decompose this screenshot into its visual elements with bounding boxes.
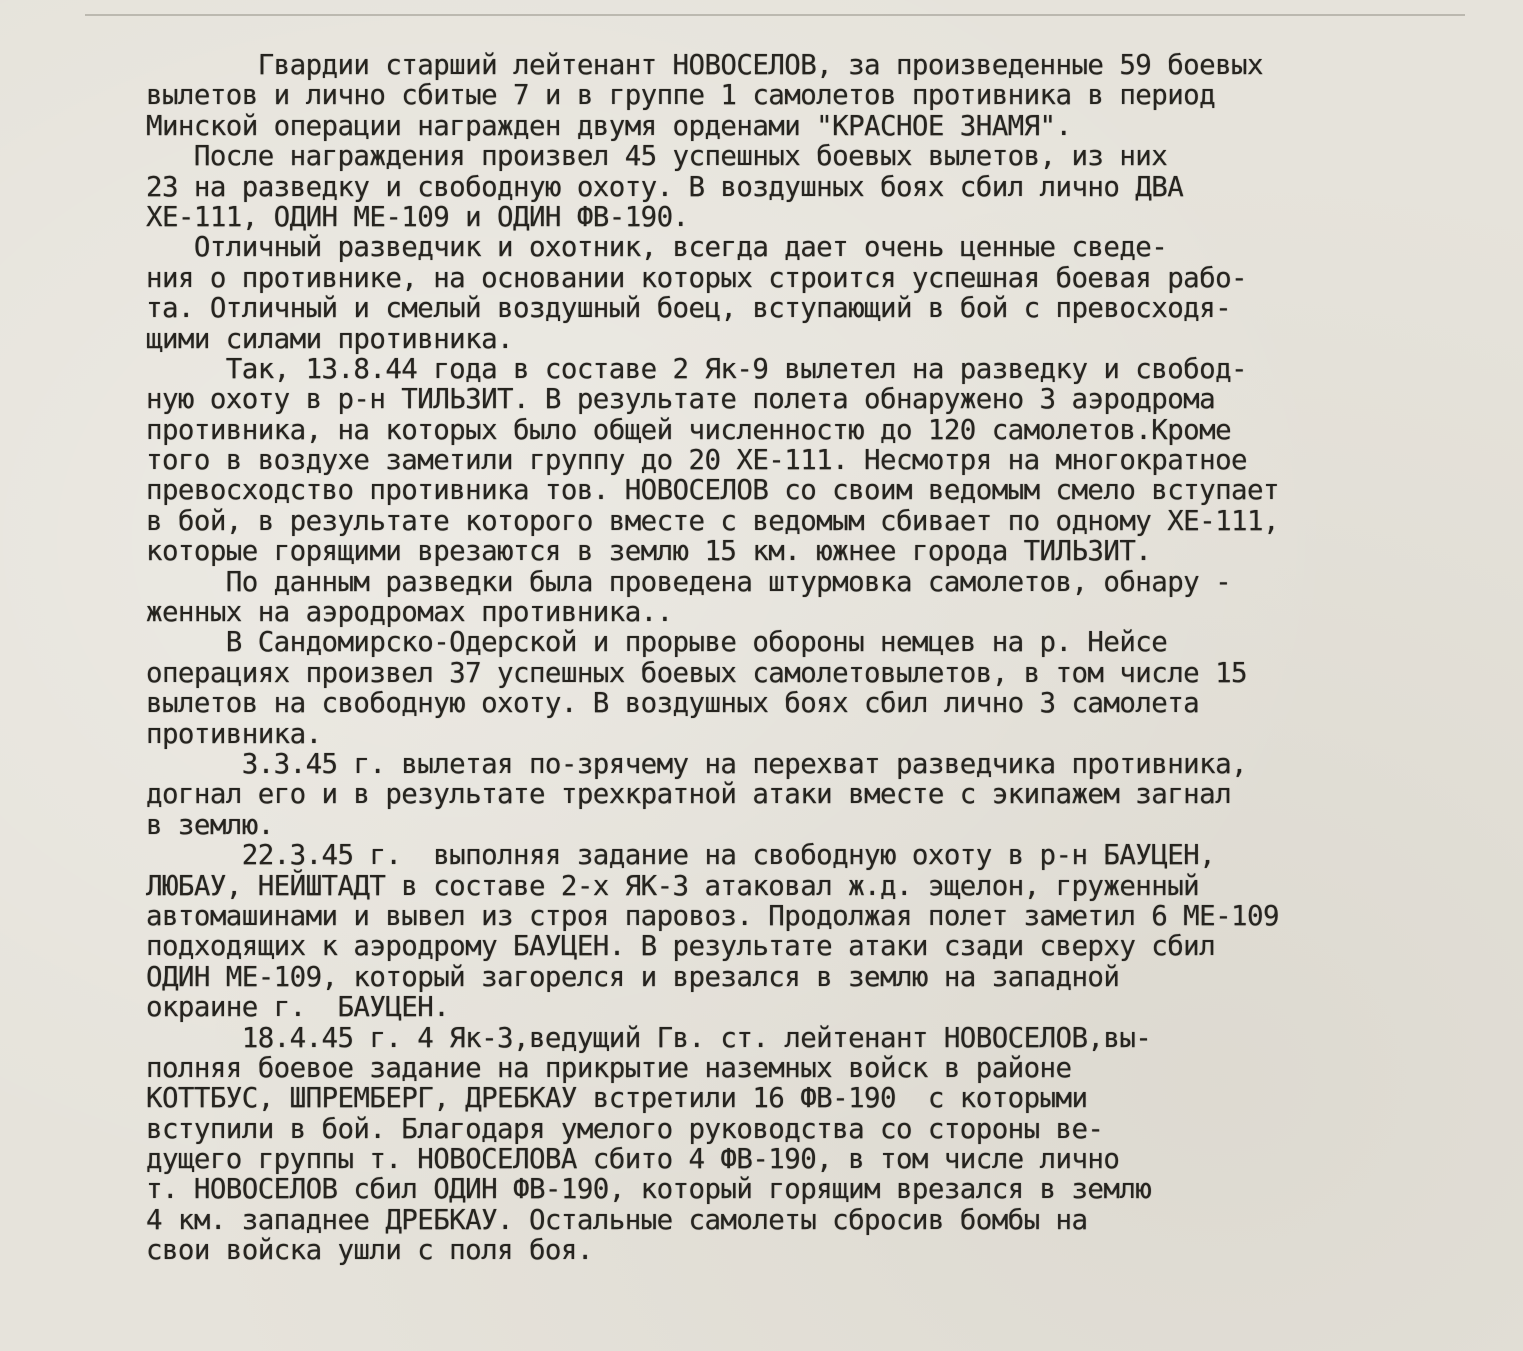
text-line: 4 км. западнее ДРЕБКАУ. Остальные самолеты сбросив бомбы на [146, 1203, 1088, 1236]
page-top-rule [85, 14, 1465, 16]
text-line: 3.3.45 г. вылетая по-зрячему на перехват разведчика противника, [146, 747, 1247, 780]
text-line: т. НОВОСЕЛОВ сбил ОДИН ФВ-190, который горящим врезался в землю [146, 1173, 1152, 1206]
text-line: операциях произвел 37 успешных боевых самолетовылетов, в том числе 15 [146, 656, 1247, 689]
text-line: дущего группы т. НОВОСЕЛОВА сбито 4 ФВ-190, в том числе лично [146, 1143, 1120, 1176]
text-line: полняя боевое задание на прикрытие наземных войск в районе [146, 1051, 1072, 1084]
text-line: противника, на которых было общей численностю до 120 самолетов.Кроме [146, 413, 1232, 446]
text-line: 23 на разведку и свободную охоту. В воздушных боях сбил лично ДВА [146, 170, 1184, 203]
text-line: щими силами противника. [146, 322, 513, 355]
text-line: свои войска ушли с поля боя. [146, 1234, 593, 1267]
text-line: ЛЮБАУ, НЕЙШТАДТ в составе 2-х ЯК-3 атаковал ж.д. эщелон, груженный [146, 869, 1200, 902]
text-line: противника. [146, 717, 322, 750]
text-line: ния о противнике, на основании которых строится успешная боевая рабо- [146, 261, 1247, 294]
text-line: ХЕ-111, ОДИН МЕ-109 и ОДИН ФВ-190. [146, 200, 689, 233]
text-line: После награждения произвел 45 успешных боевых вылетов, из них [146, 140, 1168, 173]
text-line: та. Отличный и смелый воздушный боец, вступающий в бой с превосходя- [146, 292, 1232, 325]
text-line: вылетов и лично сбитые 7 и в группе 1 самолетов противника в период [146, 79, 1216, 112]
text-line: окраине г. БАУЦЕН. [146, 991, 450, 1024]
text-line: вступили в бой. Благодаря умелого руководства со стороны ве- [146, 1112, 1104, 1145]
text-line: того в воздухе заметили группу до 20 ХЕ-111. Несмотря на многократное [146, 444, 1247, 477]
text-line: ную охоту в р-н ТИЛЬЗИТ. В результате полета обнаружено 3 аэродрома [146, 383, 1216, 416]
text-line: которые горящими врезаются в землю 15 км. южнее города ТИЛЬЗИТ. [146, 535, 1152, 568]
text-line: вылетов на свободную охоту. В воздушных боях сбил лично 3 самолета [146, 687, 1200, 720]
text-line: в бой, в результате которого вместе с ведомым сбивает по одному ХЕ-111, [146, 504, 1279, 537]
text-line: По данным разведки была проведена штурмовка самолетов, обнару - [146, 565, 1232, 598]
text-line: догнал его и в результате трехкратной атаки вместе с экипажем загнал [146, 778, 1232, 811]
text-line: в землю. [146, 808, 274, 841]
text-line: 22.3.45 г. выполняя задание на свободную охоту в р-н БАУЦЕН, [146, 839, 1216, 872]
text-line: КОТТБУС, ШПРЕМБЕРГ, ДРЕБКАУ встретили 16 ФВ-190 с которыми [146, 1082, 1088, 1115]
text-line: Минской операции награжден двумя орденами "КРАСНОЕ ЗНАМЯ". [146, 109, 1072, 142]
text-line: Так, 13.8.44 года в составе 2 Як-9 вылетел на разведку и свобод- [146, 352, 1247, 385]
text-line: превосходство противника тов. НОВОСЕЛОВ со своим ведомым смело вступает [146, 474, 1279, 507]
text-line: женных на аэродромах противника.. [146, 596, 673, 629]
text-line: ОДИН МЕ-109, который загорелся и врезался в землю на западной [146, 960, 1120, 993]
typed-text-block [146, 50, 1506, 1266]
text-line: подходящих к аэродрому БАУЦЕН. В результате атаки сзади сверху сбил [146, 930, 1216, 963]
text-line: Гвардии старший лейтенант НОВОСЕЛОВ, за произведенные 59 боевых [146, 49, 1263, 81]
text-line: Отличный разведчик и охотник, всегда дает очень ценные сведе- [146, 231, 1168, 264]
text-line: автомашинами и вывел из строя паровоз. Продолжая полет заметил 6 МЕ-109 [146, 899, 1279, 932]
text-line: В Сандомирско-Одерской и прорыве обороны немцев на р. Нейсе [146, 626, 1168, 659]
text-line: 18.4.45 г. 4 Як-3,ведущий Гв. ст. лейтенант НОВОСЕЛОВ,вы- [146, 1021, 1152, 1054]
